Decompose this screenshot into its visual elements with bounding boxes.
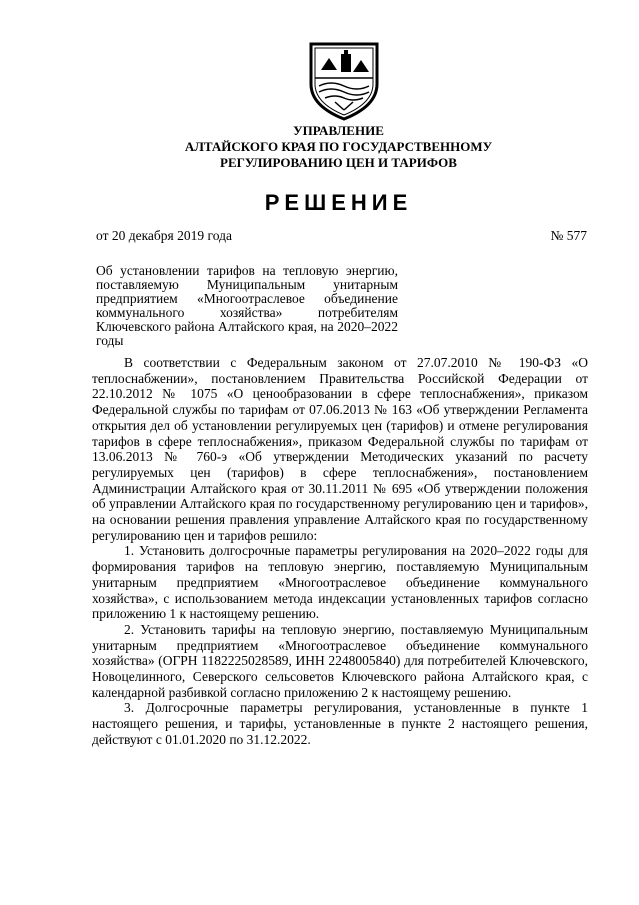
preamble-paragraph: В соответствии с Федеральным законом от 27.07.2010 № 190-ФЗ «О теплоснабжении», постановлением Правительства Российской Федерации от 22.10.2012 № 1075 «О ценообразовании в сфере теплоснабжения», приказом Федеральной службы по тарифам от 07.06.2013 № 163 «Об утверждении Регламента открытия дел об установлении регулируемых цен (тарифов) и отмене регулирования тарифов в сфере теплоснабжения», приказом Федеральной службы по тарифам от 13.06.2013 № 760-э «Об утверждении Методических указаний по расчету регулируемых цен (тарифов) в сфере теплоснабжения», постановлением Администрации Алтайского края от 30.11.2011 № 695 «Об утверждении положения об управлении Алтайского края по государственному регулированию цен и тарифов», на основании решения правления управление Алтайского края по государственному регулированию цен и тарифов решило: bbox=[92, 355, 588, 543]
item-2-paragraph: 2. Установить тарифы на тепловую энергию, поставляемую Муниципальным унитарным предприятием «Многоотраслевое объединение коммунального хозяйства» (ОГРН 1182225028589, ИНН 2248005840) для потребителей Ключевского, Новоцелинного, Северского сельсоветов Ключевского района Алтайского края, с календарной разбивкой согласно приложению 2 к настоящему решению. bbox=[92, 621, 588, 700]
document-subject: Об установлении тарифов на тепловую энергию, поставляемую Муниципальным унитарным предприятием «Многоотраслевое объединение коммунального хозяйства» потребителям Ключевского района Алтайского края, на 2020–2022 годы bbox=[96, 263, 398, 348]
item-3-paragraph: 3. Долгосрочные параметры регулирования, установленные в пункте 1 настоящего решения, и тарифы, установленные в пункте 2 настоящего решения, действуют с 01.01.2020 по 31.12.2022. bbox=[92, 700, 588, 747]
document-number: № 577 bbox=[550, 228, 587, 243]
document-body bbox=[92, 355, 588, 748]
organization-name bbox=[0, 123, 639, 171]
org-line-3: РЕГУЛИРОВАНИЮ ЦЕН И ТАРИФОВ bbox=[220, 155, 457, 170]
item-1-paragraph: 1. Установить долгосрочные параметры регулирования на 2020–2022 годы для формирования тарифов на тепловую энергию, поставляемую Муниципальным унитарным предприятием «Многоотраслевое объединение коммунального хозяйства», с использованием метода индексации установленных тарифов согласно приложению 1 к настоящему решению. bbox=[92, 543, 588, 622]
org-line-2: АЛТАЙСКОГО КРАЯ ПО ГОСУДАРСТВЕННОМУ bbox=[184, 139, 493, 154]
coat-of-arms-emblem bbox=[305, 40, 383, 122]
document-title: РЕШЕНИЕ bbox=[264, 190, 413, 215]
org-line-1: УПРАВЛЕНИЕ bbox=[293, 123, 384, 138]
document-date: от 20 декабря 2019 года bbox=[96, 228, 232, 243]
